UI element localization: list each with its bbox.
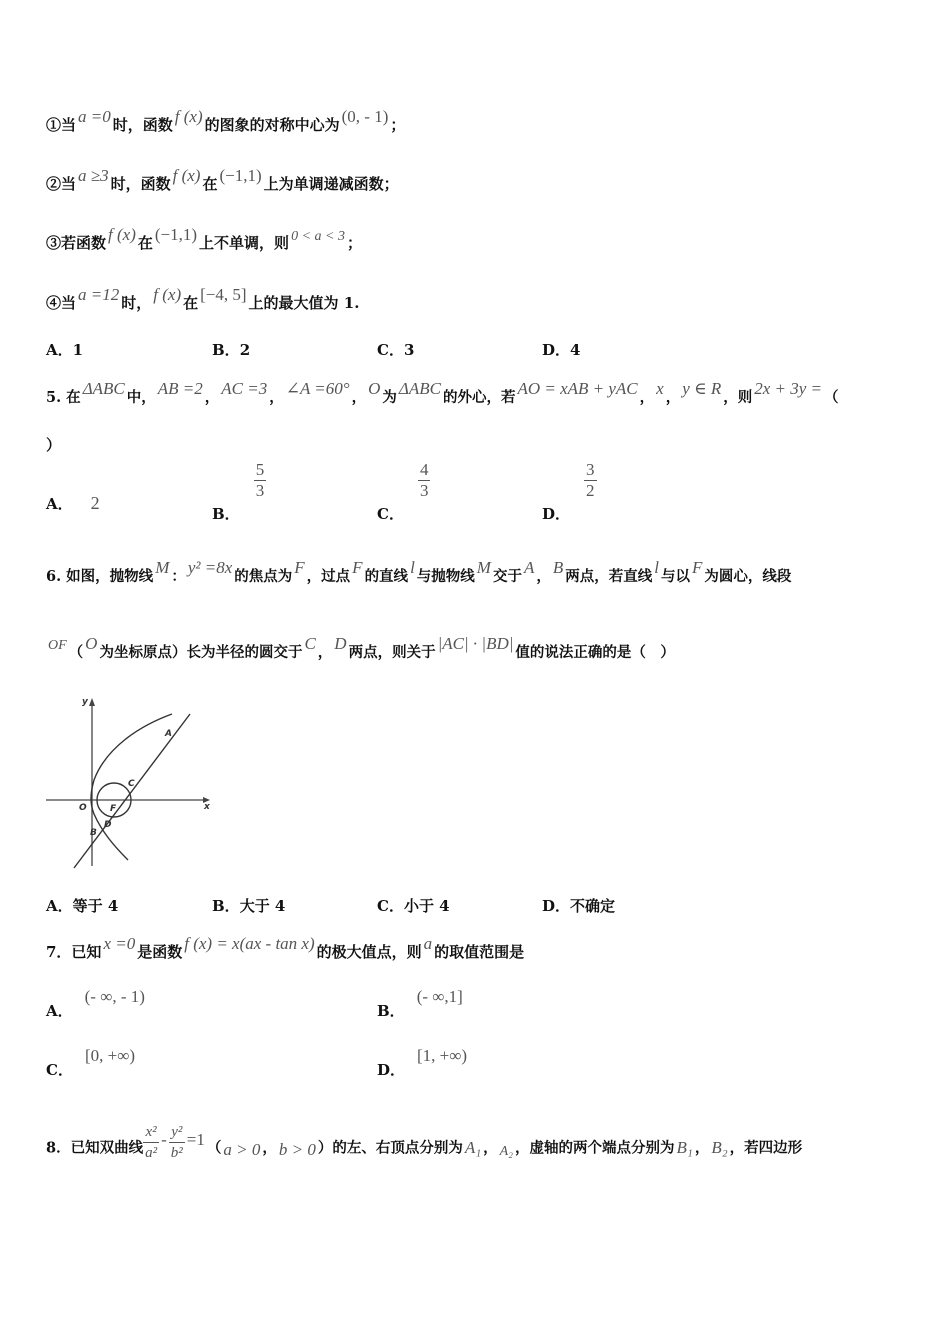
math-equals: =1 — [186, 1129, 205, 1149]
math-d: D — [334, 634, 347, 653]
q4-option-a[interactable] — [46, 339, 83, 360]
stem-text: 的取值范围是 — [434, 943, 525, 961]
statement-label: ①当 — [46, 116, 77, 134]
stem-text: ，过点 — [306, 568, 351, 585]
q5-option-a[interactable] — [46, 493, 102, 514]
q4-option-c[interactable] — [377, 339, 414, 360]
stem-text: ， — [262, 1139, 277, 1157]
math-x: x — [656, 379, 664, 398]
stem-text: 的焦点为 — [234, 568, 293, 585]
stem-text: ，虚轴的两个端点分别为 — [515, 1139, 675, 1157]
q7-option-b[interactable] — [377, 987, 465, 1021]
math-a-positive: a > 0 — [223, 1139, 261, 1159]
fraction-denominator: a² — [145, 1145, 158, 1161]
stem-text: ，则 — [723, 389, 753, 406]
statement-text: 在 — [183, 294, 199, 312]
option-value: 小于 4 — [403, 897, 450, 915]
statement-text: 上不单调，则 — [199, 234, 290, 252]
option-value: [1, +∞) — [417, 1046, 468, 1065]
q5-option-b[interactable] — [212, 460, 266, 523]
fraction-numerator: 3 — [586, 460, 595, 479]
math-function: f (x) = x(ax - tan x) — [184, 934, 315, 953]
stem-text: 是函数 — [137, 943, 183, 961]
stem-text: ， — [665, 389, 681, 406]
math-o: O — [368, 379, 381, 398]
y-axis-arrow — [89, 698, 95, 706]
math-f: F — [352, 558, 363, 577]
option-fraction — [418, 460, 431, 501]
stem-text: ， — [639, 389, 655, 406]
q6-option-d[interactable] — [542, 895, 615, 916]
option-letter: A． — [46, 341, 73, 359]
stem-text: ，若四边形 — [729, 1139, 803, 1157]
math-a1: A₁ — [464, 1137, 482, 1157]
option-value: (- ∞,1] — [416, 987, 463, 1006]
math-a: a ≥3 — [78, 166, 109, 185]
label-f: F — [110, 804, 117, 814]
math-c: C — [304, 634, 316, 653]
statement-text: 在 — [202, 175, 218, 193]
math-f: F — [294, 558, 305, 577]
fraction-denominator: 2 — [586, 481, 595, 500]
math-o: O — [85, 634, 98, 653]
stem-text: 为坐标原点）长为半径的圆交于 — [99, 644, 303, 661]
q6-figure — [44, 690, 216, 870]
statement-text: ； — [346, 234, 362, 252]
stem-text: ， — [317, 644, 333, 661]
option-value: 3 — [403, 341, 415, 359]
option-letter: B． — [212, 504, 240, 523]
math-l: l — [654, 558, 659, 577]
q6-option-c[interactable] — [377, 895, 450, 916]
math-f: F — [691, 558, 703, 577]
option-letter: C． — [377, 504, 404, 523]
label-y: y — [82, 697, 88, 707]
math-f: f (x) — [153, 285, 182, 304]
option-value: 等于 4 — [72, 897, 119, 915]
q8-stem — [46, 1124, 803, 1169]
option-letter: A． — [46, 1002, 73, 1020]
stem-text: ： — [171, 568, 186, 585]
option-value: [0, +∞) — [84, 1046, 135, 1065]
math-x0: x =0 — [103, 934, 136, 953]
q6-option-a[interactable] — [46, 895, 118, 916]
stem-text: 两点，则关于 — [348, 644, 436, 661]
q4-option-b[interactable] — [212, 339, 250, 360]
stem-text: ， — [269, 389, 284, 406]
statement-label: ④当 — [46, 294, 77, 312]
label-a: A — [165, 729, 172, 739]
math-f: f (x) — [172, 166, 201, 185]
stem-text: （ — [824, 389, 839, 406]
statement-text: 的图象的对称中心为 — [204, 116, 340, 134]
option-letter: D． — [377, 1061, 406, 1079]
option-letter: B． — [212, 897, 240, 915]
fraction-denominator: 3 — [419, 481, 429, 500]
math-a: A — [523, 558, 535, 577]
math-a: a — [423, 934, 433, 953]
option-value: 1 — [72, 341, 84, 359]
stem-text: ， — [694, 1139, 710, 1157]
math-f: f (x) — [108, 225, 136, 244]
option-fraction — [254, 460, 267, 501]
q7-stem — [46, 934, 525, 962]
stem-text: 与以 — [660, 568, 690, 585]
fraction-numerator: 4 — [419, 460, 429, 479]
math-triangle: ΔABC — [398, 379, 441, 398]
stem-text: 两点，若直线 — [565, 568, 653, 585]
option-value: 2 — [90, 493, 100, 513]
statement-text: 在 — [137, 234, 153, 252]
stem-text: （ — [206, 1139, 222, 1157]
math-b: B — [552, 558, 564, 577]
option-letter: A． — [46, 897, 73, 915]
option-letter: B． — [212, 341, 240, 359]
math-a2: A₂ — [499, 1143, 514, 1159]
stem-text: ， — [351, 389, 367, 406]
math-angle: ∠A =60° — [285, 379, 350, 398]
label-o: O — [79, 803, 87, 813]
math-a: a =0 — [78, 107, 111, 126]
statement-label: ③若函数 — [46, 234, 107, 252]
option-letter: D． — [542, 504, 571, 523]
question-number: 8．已知双曲线 — [46, 1139, 144, 1157]
statement-text: 上的最大值为 1. — [248, 294, 360, 312]
math-l: l — [410, 558, 415, 577]
fraction-x — [143, 1122, 159, 1163]
label-c: C — [128, 779, 135, 789]
q5-stem-close — [46, 434, 61, 455]
q6-stem-line1 — [46, 558, 792, 586]
q6-option-b[interactable] — [212, 895, 285, 916]
math-interval: (−1,1) — [219, 166, 262, 185]
math-y-in-r: y ∈ R — [682, 379, 722, 398]
math-point: (0, - 1) — [341, 107, 389, 126]
math-minus: - — [161, 1129, 167, 1149]
option-fraction — [584, 460, 597, 501]
math-m: M — [476, 558, 491, 577]
math-expression: 2x + 3y = — [754, 379, 822, 398]
math-of: OF — [48, 638, 67, 653]
stem-text: 中， — [126, 389, 156, 406]
math-interval: (−1,1) — [154, 225, 198, 244]
option-letter: C． — [377, 341, 404, 359]
option-value: (- ∞, - 1) — [84, 987, 145, 1006]
math-product: |AC| · |BD| — [437, 634, 514, 653]
statement-3 — [46, 225, 362, 253]
stem-text: 的直线 — [364, 568, 409, 585]
option-letter: D． — [542, 897, 571, 915]
stem-text: 为圆心，线段 — [704, 568, 792, 585]
stem-text: 的极大值点，则 — [316, 943, 422, 961]
q4-option-d[interactable] — [542, 339, 580, 360]
math-a: a =12 — [78, 285, 120, 304]
option-letter: D． — [542, 341, 571, 359]
stem-text: 为 — [382, 389, 397, 406]
fraction-y — [169, 1122, 185, 1163]
q7-option-a[interactable] — [46, 987, 147, 1021]
fraction-numerator: x² — [143, 1122, 159, 1143]
q6-stem-line2 — [46, 634, 675, 662]
math-range: 0 < a < 3 — [291, 229, 345, 244]
stem-text: 值的说法正确的是（ ） — [515, 644, 675, 661]
q5-stem — [46, 379, 839, 407]
math-triangle: ΔABC — [82, 379, 125, 398]
statement-text: ； — [390, 116, 406, 134]
statement-label: ②当 — [46, 175, 77, 193]
statement-text: 时，函数 — [112, 116, 173, 134]
stem-text: ， — [536, 568, 551, 585]
fraction-numerator: y² — [169, 1122, 185, 1143]
math-ab: AB =2 — [157, 379, 203, 398]
option-letter: C． — [46, 1061, 73, 1079]
q5-option-c[interactable] — [377, 460, 430, 523]
math-b2: B₂ — [711, 1137, 728, 1157]
label-x: x — [204, 802, 210, 812]
option-letter: C． — [377, 897, 404, 915]
fraction-denominator: 3 — [255, 481, 265, 500]
q7-option-d[interactable] — [377, 1046, 469, 1080]
stem-text: ， — [483, 1139, 498, 1157]
math-interval: [−4, 5] — [200, 285, 247, 304]
question-number: 7．已知 — [46, 943, 102, 961]
math-parabola: y² =8x — [187, 558, 233, 577]
label-b: B — [90, 828, 97, 838]
fraction-denominator: b² — [170, 1145, 183, 1161]
option-value: 4 — [570, 341, 581, 359]
option-value: 大于 4 — [239, 897, 286, 915]
q5-option-d[interactable] — [542, 460, 597, 523]
math-m: M — [155, 558, 170, 577]
statement-1 — [46, 107, 406, 135]
label-d: D — [104, 820, 112, 830]
option-value: 不确定 — [570, 897, 616, 915]
statement-4 — [46, 285, 360, 313]
math-ac: AC =3 — [221, 379, 268, 398]
statement-text: 时， — [121, 294, 152, 312]
stem-text: 的外心，若 — [442, 389, 516, 406]
option-value: 2 — [239, 341, 251, 359]
question-number: 5. 在 — [46, 389, 81, 406]
option-letter: B． — [377, 1002, 405, 1020]
q7-option-c[interactable] — [46, 1046, 137, 1080]
statement-2 — [46, 166, 399, 194]
stem-text: 交于 — [492, 568, 522, 585]
option-letter: A． — [46, 495, 73, 513]
fraction-numerator: 5 — [255, 460, 265, 479]
stem-text: ）的左、右顶点分别为 — [317, 1139, 463, 1157]
stem-text: ） — [46, 436, 62, 454]
statement-text: 上为单调递减函数； — [263, 175, 399, 193]
stem-text: ， — [204, 389, 220, 406]
statement-text: 时，函数 — [110, 175, 171, 193]
stem-text: （ — [68, 644, 84, 661]
question-number: 6. 如图，抛物线 — [46, 568, 154, 585]
math-b-positive: b > 0 — [278, 1139, 316, 1159]
math-b1: B₁ — [676, 1137, 693, 1157]
math-vector: AO = xAB + yAC — [517, 379, 638, 398]
math-f: f (x) — [174, 107, 203, 126]
stem-text: 与抛物线 — [416, 568, 475, 585]
